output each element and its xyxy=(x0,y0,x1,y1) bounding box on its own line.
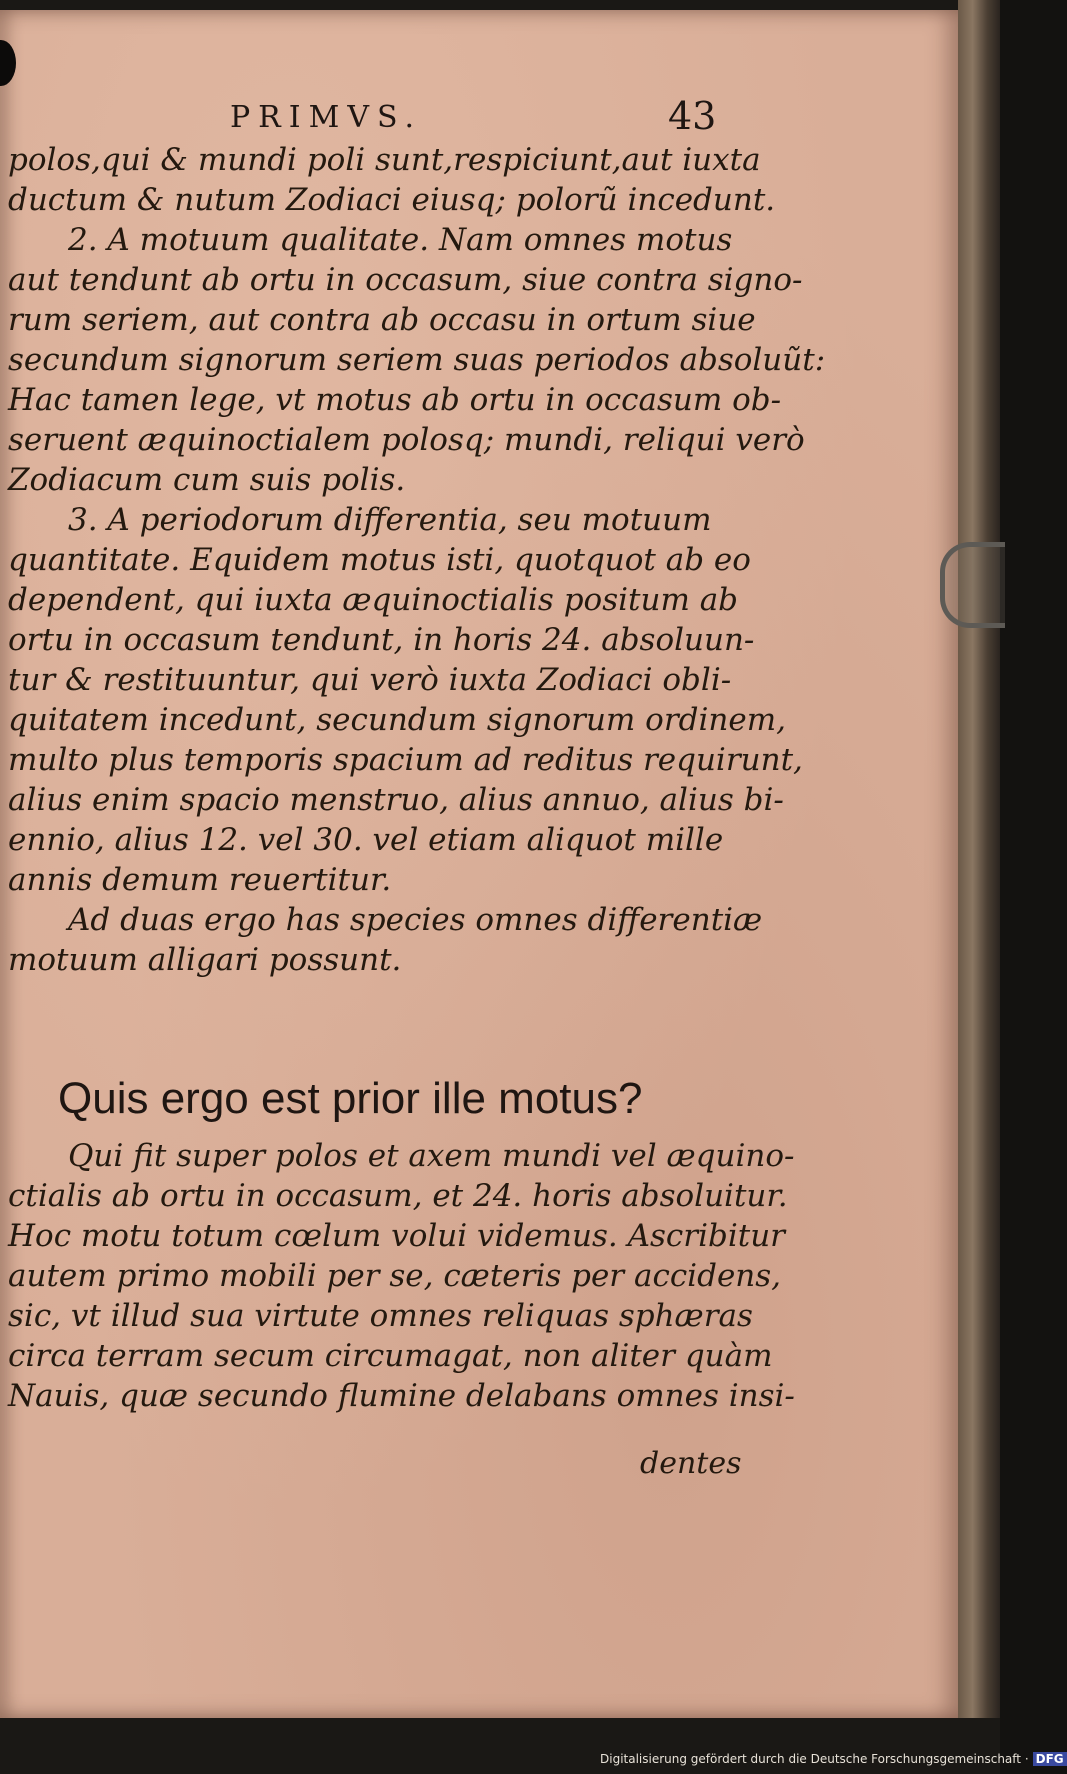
text-line: ductum & nutum Zodiaci eiusq; polorũ incedunt. xyxy=(8,182,776,218)
text-line: annis demum reuertitur. xyxy=(8,862,392,898)
catchword: dentes xyxy=(640,1446,742,1481)
text-line: Ad duas ergo has species omnes differentiæ xyxy=(68,902,763,938)
digitization-credit xyxy=(600,1752,1064,1772)
page-edges xyxy=(958,0,1000,1718)
text-line: aut tendunt ab ortu in occasum, siue contra signo- xyxy=(8,262,803,298)
text-line: ennio, alius 12. vel 30. vel etiam aliquot mille xyxy=(8,822,724,858)
text-line: quantitate. Equidem motus isti, quotquot ab eo xyxy=(8,542,751,578)
text-line: seruent æquinoctialem polosq; mundi, reliqui verò xyxy=(8,422,805,458)
text-line: Qui fit super polos et axem mundi vel æquino- xyxy=(68,1138,795,1174)
text-line: Hoc motu totum cœlum volui videmus. Ascribitur xyxy=(8,1218,785,1254)
text-line: ctialis ab ortu in occasum, et 24. horis absoluitur. xyxy=(8,1178,788,1214)
book-clasp xyxy=(940,542,1005,628)
text-line: multo plus temporis spacium ad reditus requirunt, xyxy=(8,742,803,778)
text-line: motuum alligari possunt. xyxy=(8,942,402,978)
text-line: Zodiacum cum suis polis. xyxy=(8,462,406,498)
text-line: autem primo mobili per se, cæteris per accidens, xyxy=(8,1258,782,1294)
text-line: rum seriem, aut contra ab occasu in ortum siue xyxy=(8,302,756,338)
text-block-1 xyxy=(8,140,826,980)
text-line: 3. A periodorum differentia, seu motuum xyxy=(68,502,712,538)
text-block-2 xyxy=(8,1136,795,1416)
dfg-logo: DFG xyxy=(1033,1752,1067,1766)
text-line: 2. A motuum qualitate. Nam omnes motus xyxy=(68,222,733,258)
text-line: quitatem incedunt, secundum signorum ordinem, xyxy=(8,702,786,738)
text-line: Hac tamen lege, vt motus ab ortu in occasum ob- xyxy=(8,382,782,418)
text-line: secundum signorum seriem suas periodos absoluũt: xyxy=(8,342,826,378)
question-heading: Quis ergo est prior ille motus? xyxy=(58,1074,643,1123)
page-number: 43 xyxy=(668,94,717,138)
text-line: alius enim spacio menstruo, alius annuo, alius bi- xyxy=(8,782,784,818)
running-head: PRIMVS. xyxy=(230,100,423,135)
text-line: ortu in occasum tendunt, in horis 24. absoluun- xyxy=(8,622,755,658)
text-line: Nauis, quæ secundo flumine delabans omnes insi- xyxy=(8,1378,795,1414)
text-line: polos,qui & mundi poli sunt,respiciunt,aut iuxta xyxy=(8,142,761,178)
binding-hole xyxy=(0,40,16,86)
text-line: tur & restituuntur, qui verò iuxta Zodiaci obli- xyxy=(8,662,732,698)
text-line: dependent, qui iuxta æquinoctialis positum ab xyxy=(8,582,739,618)
text-line: sic, vt illud sua virtute omnes reliquas sphæras xyxy=(8,1298,753,1334)
text-line: circa terram secum circumagat, non aliter quàm xyxy=(8,1338,773,1374)
credit-text: Digitalisierung gefördert durch die Deutsche Forschungsgemeinschaft · xyxy=(600,1752,1029,1766)
